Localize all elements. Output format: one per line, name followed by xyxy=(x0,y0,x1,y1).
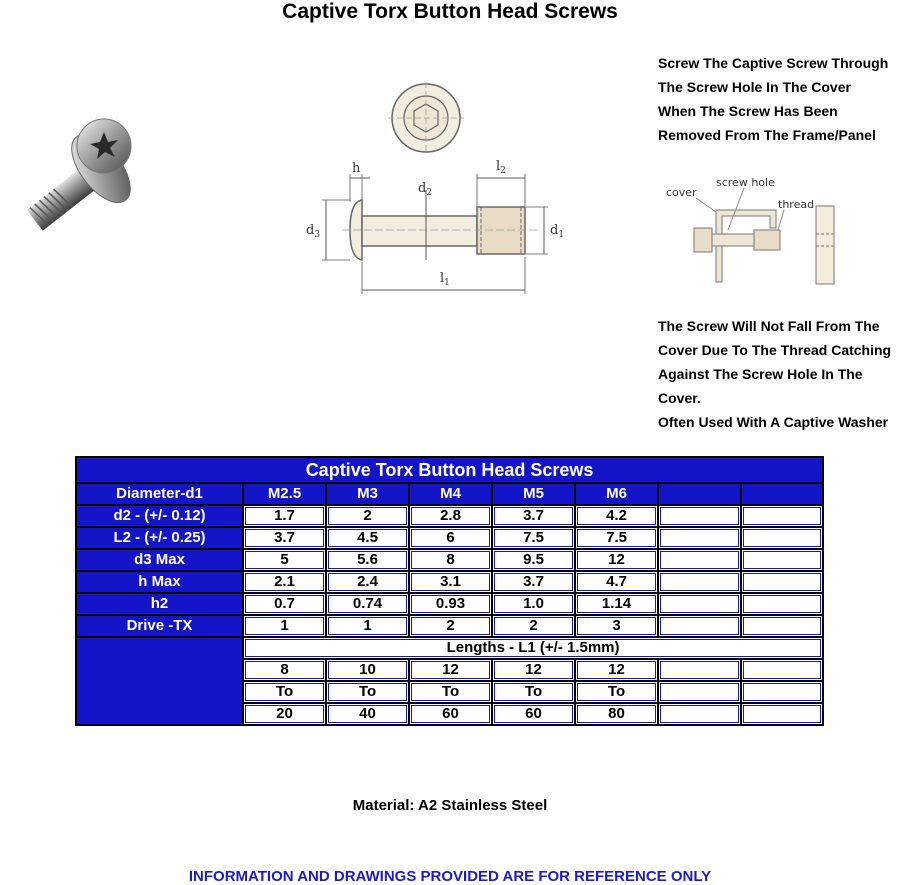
table-cell xyxy=(741,505,823,527)
table-cell: 6 xyxy=(409,527,492,549)
captive-note xyxy=(658,314,900,434)
table-row xyxy=(76,571,823,593)
row-label: h2 xyxy=(76,593,243,615)
table-cell xyxy=(741,659,823,681)
dim-l1-label: l xyxy=(440,271,445,286)
spec-table xyxy=(75,456,824,726)
table-row xyxy=(76,593,823,615)
size-header-row xyxy=(76,483,823,505)
table-title-row xyxy=(76,457,823,483)
size-header xyxy=(658,483,741,505)
table-cell: To xyxy=(492,681,575,703)
table-cell xyxy=(658,659,741,681)
table-cell: 4.5 xyxy=(326,527,409,549)
table-cell: 1.0 xyxy=(492,593,575,615)
dim-l2-label: l xyxy=(496,159,501,174)
table-cell xyxy=(658,505,741,527)
dim-l2-sub: 2 xyxy=(500,166,506,176)
row-label: d3 Max xyxy=(76,549,243,571)
lengths-blank-label xyxy=(76,637,243,725)
table-cell: 12 xyxy=(575,659,658,681)
size-header: M6 xyxy=(575,483,658,505)
table-cell xyxy=(658,549,741,571)
screw-technical-drawing xyxy=(298,82,578,300)
table-cell: 1 xyxy=(326,615,409,637)
table-cell: 2 xyxy=(409,615,492,637)
svg-text:d2 xyxy=(418,181,432,198)
size-header: M2.5 xyxy=(243,483,326,505)
table-cell xyxy=(741,681,823,703)
dim-d1-label: d xyxy=(550,223,559,238)
table-cell: 3 xyxy=(575,615,658,637)
row-label: L2 - (+/- 0.25) xyxy=(76,527,243,549)
captive-note-line: Cover Due To The Thread Catching xyxy=(658,342,892,358)
dim-l1-sub: 1 xyxy=(444,278,450,288)
page-title: Captive Torx Button Head Screws xyxy=(282,0,618,23)
table-cell: 2.4 xyxy=(326,571,409,593)
table-cell: 4.2 xyxy=(575,505,658,527)
table-cell: 60 xyxy=(409,703,492,725)
reference-disclaimer: INFORMATION AND DRAWINGS PROVIDED ARE FOR REFERENCE ONLY xyxy=(188,868,712,885)
size-header: M4 xyxy=(409,483,492,505)
table-cell: 2.8 xyxy=(409,505,492,527)
table-cell: 1.7 xyxy=(243,505,326,527)
table-cell: To xyxy=(409,681,492,703)
lengths-header-row xyxy=(76,637,823,659)
table-cell xyxy=(658,681,741,703)
table-cell: 4.7 xyxy=(575,571,658,593)
size-header: M3 xyxy=(326,483,409,505)
table-cell xyxy=(658,703,741,725)
table-cell: To xyxy=(575,681,658,703)
table-cell: 5 xyxy=(243,549,326,571)
dim-d2-sub: 2 xyxy=(426,188,433,198)
table-cell: 3.1 xyxy=(409,571,492,593)
table-cell: 7.5 xyxy=(492,527,575,549)
row-label: Drive -TX xyxy=(76,615,243,637)
table-cell: 3.7 xyxy=(492,505,575,527)
table-cell: 3.7 xyxy=(492,571,575,593)
table-cell: 0.93 xyxy=(409,593,492,615)
table-cell: 8 xyxy=(409,549,492,571)
svg-text:l2 xyxy=(496,159,506,176)
table-row xyxy=(76,615,823,637)
table-row xyxy=(76,549,823,571)
table-cell xyxy=(741,615,823,637)
dim-d2-label: d xyxy=(418,181,427,196)
captive-note-line: Often Used With A Captive Washer xyxy=(658,414,889,430)
row-label: h Max xyxy=(76,571,243,593)
cover-label: cover xyxy=(666,186,697,199)
svg-text:d3 xyxy=(306,223,320,240)
table-cell xyxy=(741,593,823,615)
usage-note xyxy=(658,51,900,147)
material-note: Material: A2 Stainless Steel xyxy=(352,797,548,814)
table-cell: 8 xyxy=(243,659,326,681)
table-cell: 12 xyxy=(492,659,575,681)
table-cell: 3.7 xyxy=(243,527,326,549)
usage-note-line: Removed From The Frame/Panel xyxy=(658,127,876,143)
captive-note-line: Cover. xyxy=(658,390,701,406)
table-cell: 2.1 xyxy=(243,571,326,593)
table-row xyxy=(76,527,823,549)
table-cell: 1.14 xyxy=(575,593,658,615)
screw-hole-label: screw hole xyxy=(716,176,775,189)
table-row xyxy=(76,505,823,527)
captive-note-line: Against The Screw Hole In The xyxy=(658,366,863,382)
usage-note-line: The Screw Hole In The Cover xyxy=(658,79,851,95)
svg-text:d1 xyxy=(550,223,564,240)
table-cell xyxy=(741,571,823,593)
table-cell: 0.7 xyxy=(243,593,326,615)
table-cell xyxy=(741,527,823,549)
thread-label: thread xyxy=(778,198,815,211)
table-cell xyxy=(658,593,741,615)
table-cell: 2 xyxy=(492,615,575,637)
captive-note-line: The Screw Will Not Fall From The xyxy=(658,318,880,334)
dim-h-label: h xyxy=(352,161,361,176)
screw-photo xyxy=(2,118,137,263)
table-cell: 60 xyxy=(492,703,575,725)
table-cell: To xyxy=(243,681,326,703)
table-cell xyxy=(658,615,741,637)
table-cell: 12 xyxy=(575,549,658,571)
table-cell: To xyxy=(326,681,409,703)
dim-d3-label: d xyxy=(306,223,315,238)
svg-text:l1 xyxy=(440,271,450,288)
table-cell: 5.6 xyxy=(326,549,409,571)
row-label: Diameter-d1 xyxy=(76,483,243,505)
table-cell xyxy=(658,571,741,593)
captive-assembly-diagram xyxy=(660,170,840,290)
table-cell: 1 xyxy=(243,615,326,637)
table-cell: 40 xyxy=(326,703,409,725)
usage-note-line: Screw The Captive Screw Through xyxy=(658,55,889,71)
row-label: d2 - (+/- 0.12) xyxy=(76,505,243,527)
table-cell: 9.5 xyxy=(492,549,575,571)
usage-note-line: When The Screw Has Been xyxy=(658,103,838,119)
dim-d1-sub: 1 xyxy=(558,230,565,240)
table-cell xyxy=(741,549,823,571)
table-cell: 7.5 xyxy=(575,527,658,549)
table-cell: 2 xyxy=(326,505,409,527)
dim-d3-sub: 3 xyxy=(314,230,321,240)
table-cell: 12 xyxy=(409,659,492,681)
table-cell: 20 xyxy=(243,703,326,725)
table-cell: 10 xyxy=(326,659,409,681)
table-cell xyxy=(658,527,741,549)
size-header xyxy=(741,483,823,505)
size-header: M5 xyxy=(492,483,575,505)
lengths-label: Lengths - L1 (+/- 1.5mm) xyxy=(243,637,823,659)
table-cell xyxy=(741,703,823,725)
table-cell: 0.74 xyxy=(326,593,409,615)
table-title: Captive Torx Button Head Screws xyxy=(76,457,823,483)
table-cell: 80 xyxy=(575,703,658,725)
